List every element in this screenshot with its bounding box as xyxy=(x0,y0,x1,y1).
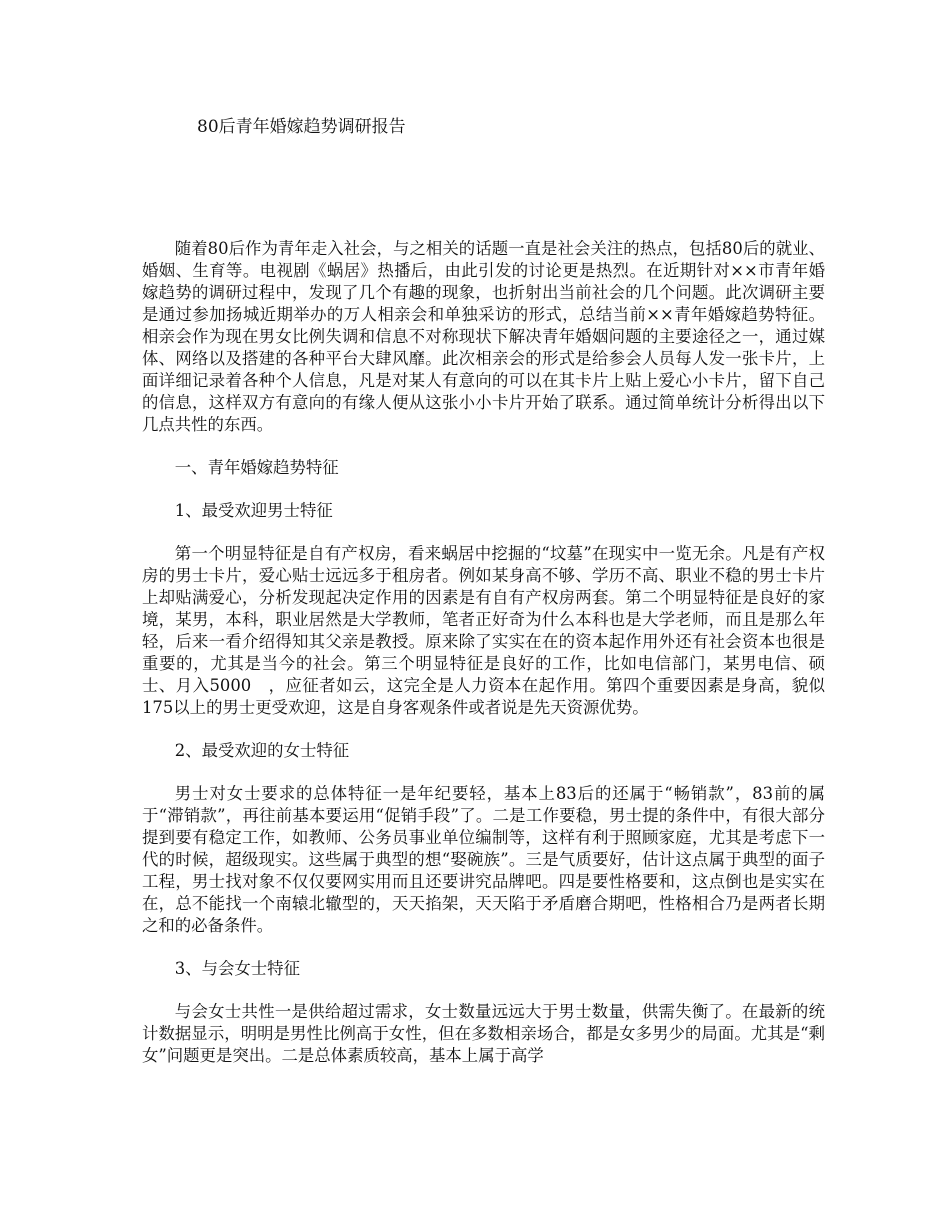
paragraph-attending-women: 与会女士共性一是供给超过需求，女士数量远远大于男士数量，供需失衡了。在最新的统计数据显示，明明是男性比例高于女性，但在多数相亲场合，都是女多男少的局面。尤其是“剩女”问题更是突出。二是总体素质较高，基本上属于高学 xyxy=(142,1002,825,1065)
document-body xyxy=(142,238,825,1088)
section-heading-trends: 一、青年婚嫁趋势特征 xyxy=(174,458,339,477)
subheading-popular-men: 1、最受欢迎男士特征 xyxy=(174,501,333,520)
intro-paragraph: 随着80后作为青年走入社会，与之相关的话题一直是社会关注的热点，包括80后的就业、婚姻、生育等。电视剧《蜗居》热播后，由此引发的讨论更是热烈。在近期针对××市青年婚嫁趋势的调研过程中，发现了几个有趣的现象，也折射出当前社会的几个问题。此次调研主要是通过参加扬城近期举办的万人相亲会和单独采访的形式，总结当前××青年婚嫁趋势特征。相亲会作为现在男女比例失调和信息不对称现状下解决青年婚姻问题的主要途径之一，通过媒体、网络以及搭建的各种平台大肆风靡。此次相亲会的形式是给参会人员每人发一张卡片，上面详细记录着各种个人信息，凡是对某人有意向的可以在其卡片上贴上爱心小卡片，留下自己的信息，这样双方有意向的有缘人便从这张小小卡片开始了联系。通过简单统计分析得出以下几点共性的东西。 xyxy=(142,239,825,434)
subheading-popular-women: 2、最受欢迎的女士特征 xyxy=(174,741,350,760)
subheading-attending-women: 3、与会女士特征 xyxy=(174,959,300,978)
paragraph-popular-women: 男士对女士要求的总体特征一是年纪要轻，基本上83后的还属于“畅销款”，83前的属于“滞销款”，再往前基本要运用“促销手段”了。二是工作要稳，男士提的条件中，有很大部分提到要有稳定工作，如教师、公务员事业单位编制等，这样有利于照顾家庭，尤其是考虑下一代的时候，超级现实。这些属于典型的想“娶碗族”。三是气质要好，估计这点属于典型的面子工程，男士找对象不仅仅要网实用而且还要讲究品牌吧。四是要性格要和，这点倒也是实实在在，总不能找一个南辕北辙型的，天天掐架，天天陷于矛盾磨合期吧，性格相合乃是两者长期之和的必备条件。 xyxy=(142,784,825,935)
paragraph-popular-men: 第一个明显特征是自有产权房，看来蜗居中挖掘的“坟墓”在现实中一览无余。凡是有产权房的男士卡片，爱心贴士远远多于租房者。例如某身高不够、学历不高、职业不稳的男士卡片上却贴满爱心，分析发现起决定作用的因素是有自有产权房两套。第二个明显特征是良好的家境，某男，本科，职业居然是大学教师，笔者正好奇为什么本科也是大学老师，而且是那么年轻，后来一看介绍得知其父亲是教授。原来除了实实在在的资本起作用外还有社会资本也很是重要的，尤其是当今的社会。第三个明显特征是良好的工作，比如电信部门，某男电信、硕士、月入5000 ，应征者如云，这完全是人力资本在起作用。第四个重要因素是身高，貌似175以上的男士更受欢迎，这是自身客观条件或者说是先天资源优势。 xyxy=(142,544,825,717)
document-title: 80后青年婚嫁趋势调研报告 xyxy=(197,117,406,137)
